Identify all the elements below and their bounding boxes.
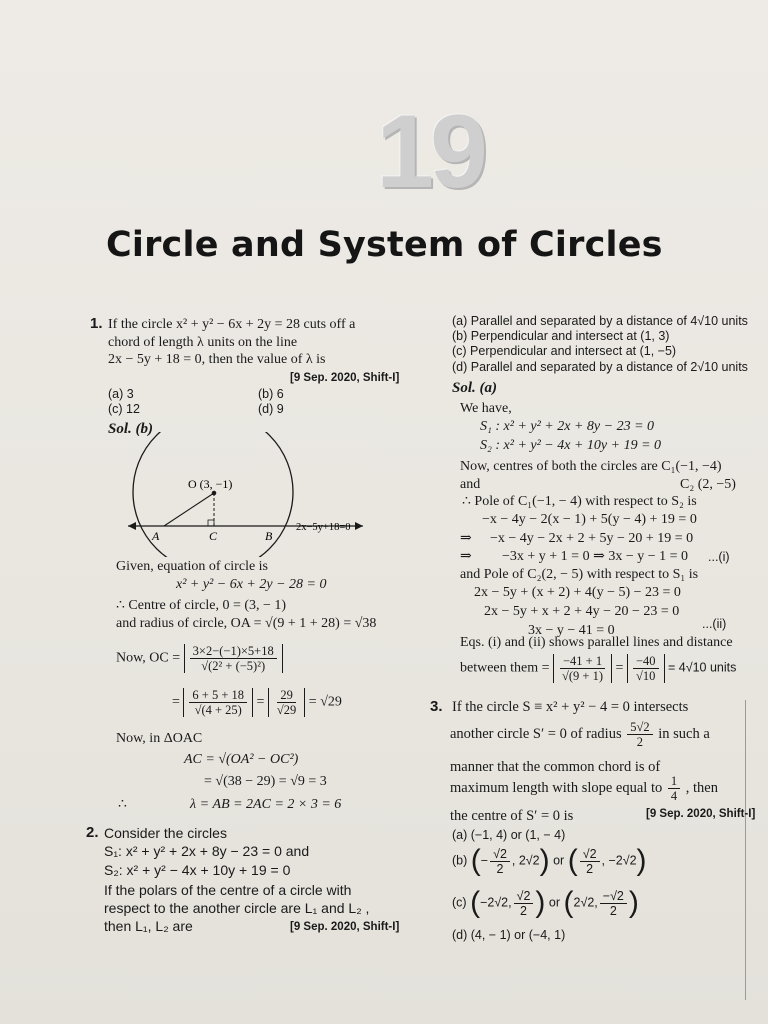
q1-solution-label: Sol. (b) [108,421,153,437]
q1-oc-fraction [190,644,277,673]
q1-simplify-den-1: √(4 + 25) [194,703,242,717]
q1-sol-line9: = √(38 − 29) = √9 = 3 [204,774,327,789]
q3-option-a: (a) (−1, 4) or (1, − 4) [452,828,566,842]
q1-oc-lhs: Now, OC = [116,650,181,666]
question-number-2: 2. [86,824,99,841]
q3-option-c-label: (c) [452,895,467,910]
q3-text-line2 [450,720,710,749]
q1-simplify-abs-1 [183,688,253,717]
question-number-1: 1. [90,315,103,332]
q3-option-b-num2: √2 [580,847,600,862]
q3-slope-fraction [668,774,680,803]
centre-dot [212,491,217,496]
q3-option-c-den1: 2 [520,903,527,918]
q1-therefore: ∴ [118,797,127,812]
q2-sol-line10: and Pole of C₂(2, − 5) with respect to S₁ is [460,567,699,582]
q2-text-line5: respect to the another circle are L₁ and L₂ , [104,900,370,916]
q1-option-a: (a) 3 [108,387,134,401]
q2-sol-line2: S₁ : x² + y² + 2x + 8y − 23 = 0 [480,419,655,434]
q2-distance-frac-2 [633,654,659,683]
q2-text-line1: Consider the circles [104,825,227,841]
q3-line2-start: another circle S′ = 0 of radius [450,725,622,742]
q2-distance-row [460,654,736,683]
q3-option-c-den2: 2 [609,903,617,918]
q3-option-c: (c) (−2√2, $\frac{√2}{2}$ ) or (2√2, $\frac{-√2}{2}$ ) [452,886,639,919]
q2-sol-line3: S₂ : x² + y² − 4x + 10y + 19 = 0 [480,438,662,453]
q2-sol-line11: 2x − 5y + (x + 2) + 4(y − 5) − 23 = 0 [474,585,681,600]
q3-option-c-val1: −2√2, [480,895,512,910]
q1-option-d: (d) 9 [258,402,284,416]
q2-option-d: (d) Parallel and separated by a distance of 2√10 units [452,360,748,374]
q1-simplify-num-2: 29 [277,688,296,703]
q1-sol-line1: Given, equation of circle is [116,559,269,574]
q2-distance-result: = 4√10 units [668,660,737,675]
q1-simplify-abs-2 [268,688,305,717]
q3-option-b-val2: , −2√2 [601,853,637,868]
point-b-label: B [265,529,273,543]
line-equation-label: 2x−5y+18=0 [296,522,351,533]
q3-text-line1: If the circle S ≡ x² + y² − 4 = 0 intersects [452,699,689,715]
q3-option-b-den1: 2 [496,861,504,876]
q1-oc-denominator: √(2² + (−5)²) [201,659,266,673]
q3-text-line4 [450,774,718,803]
q1-oc-abs [184,644,283,673]
q2-sol-line6: ∴ Pole of C₁(−1, − 4) with respect to S₂ is [462,494,697,509]
q1-text-line3: 2x − 5y + 18 = 0, then the value of λ is [108,352,326,367]
point-a-label: A [152,529,160,543]
q1-sol-line4: and radius of circle, OA = √(9 + 1 + 28) = √38 [116,616,377,631]
q3-line4-start: maximum length with slope equal to [450,779,663,796]
arrow-left-icon [128,522,136,530]
q3-line2-end: in such a [658,725,710,742]
page-edge-line [745,700,746,1000]
q2-text-line4: If the polars of the centre of a circle with [104,882,352,898]
q3-radius-fraction [627,720,652,749]
question-number-3: 3. [430,698,443,715]
q1-simplify-num-1: 6 + 5 + 18 [189,688,247,703]
q2-text-line3: S₂: x² + y² − 4x + 10y + 19 = 0 [104,862,291,878]
q3-text-line5: the centre of S′ = 0 is [450,808,574,824]
q1-simplify-den-2: √29 [276,703,297,717]
circle-chord-figure [118,432,388,557]
q3-radius-den: 2 [636,735,644,749]
q3-line4-end: , then [685,779,718,796]
q2-tag-2: ...(ii) [702,617,727,631]
centre-label: O (3, −1) [188,477,233,491]
q1-text-line2: chord of length λ units on the line [108,335,298,350]
arrow-right-icon [355,522,363,530]
q1-sol-line3: ∴ Centre of circle, 0 = (3, − 1) [116,598,287,613]
q2-distance-num-2: −40 [633,654,659,669]
q2-arrow-2: ⇒ [460,549,472,564]
q1-simplify-result: = √29 [308,694,342,710]
q3-option-b-den2: 2 [586,861,594,876]
q3-slope-num: 1 [668,774,680,789]
q2-option-b: (b) Perpendicular and intersect at (1, 3) [452,329,670,343]
q2-distance-abs-2 [627,654,665,683]
q2-source: [9 Sep. 2020, Shift-I] [290,921,400,933]
q3-radius-num: 5√2 [627,720,652,735]
q2-sol-line8: −x − 4y − 2x + 2 + 5y − 20 + 19 = 0 [490,531,694,546]
q1-sol-oc-row [116,644,283,673]
q3-option-b-or: or [553,853,565,868]
q1-equals: = [172,694,180,710]
point-c-label: C [209,529,218,543]
q2-distance-lhs: between them = [460,660,550,676]
q3-source: [9 Sep. 2020, Shift-I] [646,808,756,820]
q2-distance-abs-1 [553,654,612,683]
q3-option-c-or: or [548,895,561,910]
q2-sol-line9: −3x + y + 1 = 0 ⇒ 3x − y − 1 = 0 [502,549,688,564]
q2-sol-line13: 3x − y − 41 = 0 [528,623,615,638]
q1-sol-simplify-row: = $\frac{6 + 5 + 18}{√(4 + 25)}$ = $\frac{29}{√29}$ = √29 [172,688,342,717]
q3-option-d: (d) (4, − 1) or (−4, 1) [452,928,566,942]
q2-option-c: (c) Perpendicular and intersect at (1, −5) [452,344,677,358]
q3-option-c-val2: 2√2, [573,895,598,910]
q2-distance-frac-1 [559,654,606,683]
chapter-title: Circle and System of Circles [106,225,663,265]
q3-option-b: (b) (− $\frac{√2}{2}$ , 2√2) or ( $\frac{√2}{2}$ , −2√2) [452,844,647,877]
q3-option-c-num1: √2 [514,889,534,904]
q2-sol-and: and [460,477,481,492]
q2-sol-line14: Eqs. (i) and (ii) shows parallel lines and distance [460,635,733,650]
q2-distance-den-2: √10 [636,669,656,683]
q2-text-line2: S₁: x² + y² + 2x + 8y − 23 = 0 and [104,843,310,859]
q2-sol-line1: We have, [460,401,512,416]
q3-option-c-num2: −√2 [600,889,627,904]
q2-sol-c2: C₂ (2, −5) [680,477,736,492]
q2-tag-1: ...(i) [708,550,730,564]
chapter-number: 19 [376,94,484,210]
q1-source: [9 Sep. 2020, Shift-I] [290,372,400,384]
q2-distance-eq: = [615,660,624,676]
q2-sol-line7: −x − 4y − 2(x − 1) + 5(y − 4) + 19 = 0 [482,512,697,527]
q3-text-line3: manner that the common chord is of [450,759,661,775]
q2-solution-label: Sol. (a) [452,380,497,396]
q2-option-a: (a) Parallel and separated by a distance of 4√10 units [452,314,748,328]
q1-text-line1: If the circle x² + y² − 6x + 2y = 28 cuts off a [108,317,356,332]
q1-sol-line2: x² + y² − 6x + 2y − 28 = 0 [176,577,327,592]
q1-sol-line8: AC = √(OA² − OC²) [184,752,299,767]
q3-option-b-neg: − [480,853,489,868]
q2-arrow-1: ⇒ [460,531,472,546]
radius-oa [164,493,214,526]
q1-option-b: (b) 6 [258,387,284,401]
q1-option-c: (c) 12 [108,402,140,416]
q2-distance-num-1: −41 + 1 [560,654,605,669]
q1-simplify-frac-2 [274,688,299,717]
q2-sol-line12: 2x − 5y + x + 2 + 4y − 20 − 23 = 0 [484,604,680,619]
q3-slope-den: 4 [670,789,678,803]
q2-text-line6: then L₁, L₂ are [104,918,193,934]
q1-oc-numerator: 3×2−(−1)×5+18 [190,644,277,659]
q3-option-b-label: (b) [452,853,468,868]
right-angle-mark [208,520,214,526]
q1-simplify-frac-1 [189,688,247,717]
q1-sol-line7: Now, in ΔOAC [116,731,203,746]
q3-option-b-val1: , 2√2 [511,853,540,868]
q2-sol-line4: Now, centres of both the circles are C₁(−1, −4) [460,459,722,474]
q1-sol-line10: λ = AB = 2AC = 2 × 3 = 6 [190,797,342,812]
q3-option-b-num1: √2 [490,847,510,862]
q2-distance-den-1: √(9 + 1) [562,669,604,683]
